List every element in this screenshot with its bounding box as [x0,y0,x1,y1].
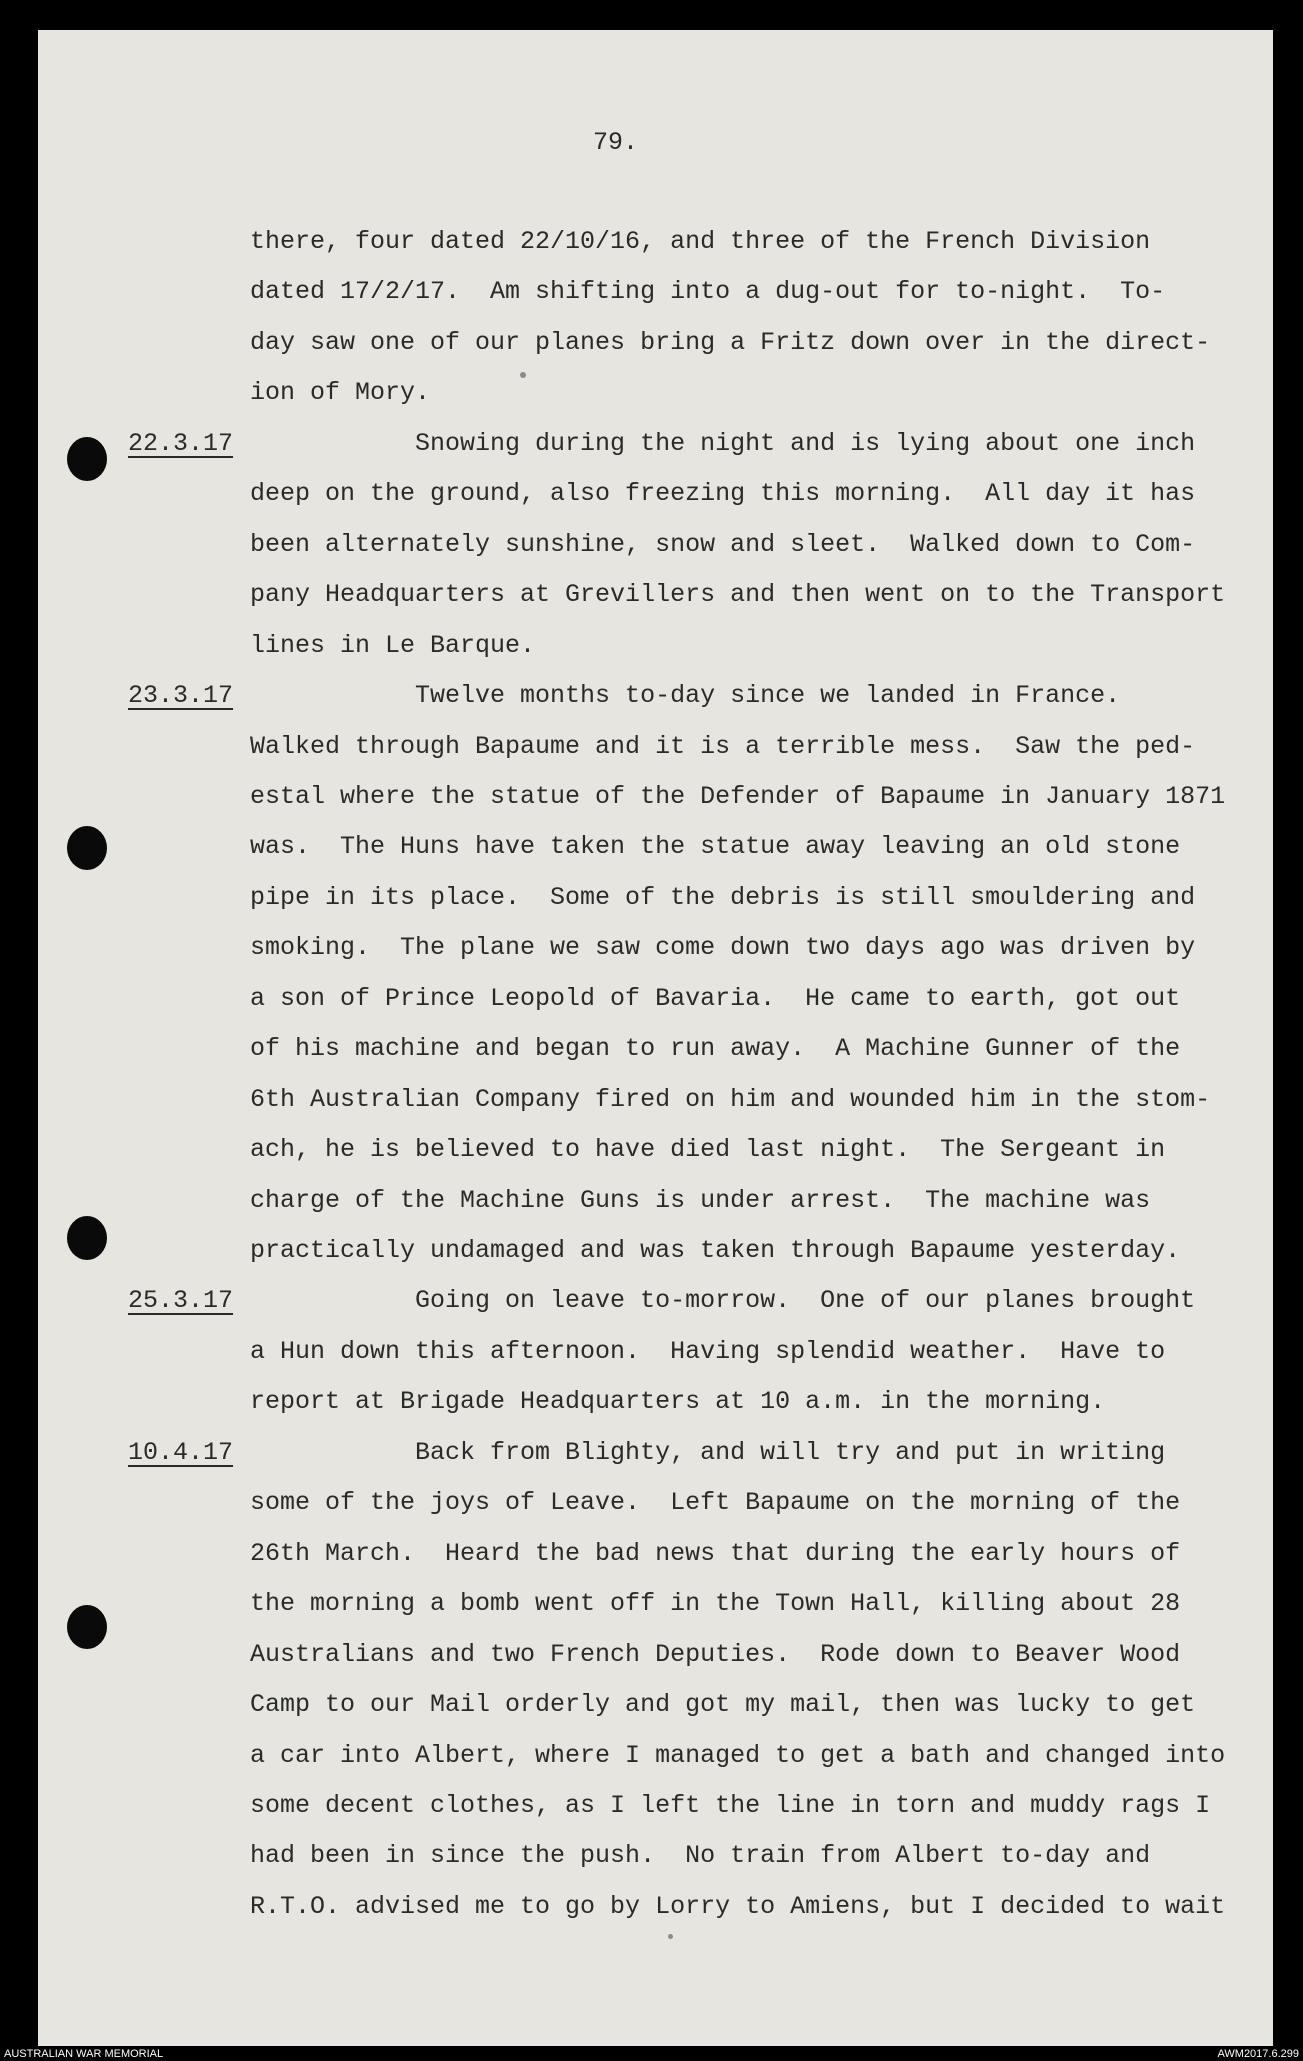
entry-date: 23.3.17 [128,681,234,711]
entry-text-line: R.T.O. advised me to go by Lorry to Amiens, but I decided to wait [250,1891,1226,1921]
entry-text-line: the morning a bomb went off in the Town Hall, killing about 28 [250,1589,1181,1619]
entry-text-line: been alternately sunshine, snow and sleet. Walked down to Com- [250,529,1196,559]
paper-speck [668,1934,673,1939]
entry-text-line: had been in since the push. No train from Albert to-day and [250,1841,1151,1871]
entry-text-line: Back from Blighty, and will try and put in writing [250,1437,1166,1467]
punch-hole [67,1605,107,1649]
entry-text-line: a Hun down this afternoon. Having splendid weather. Have to [250,1336,1166,1366]
entry-text-line: a car into Albert, where I managed to get a bath and changed into [250,1740,1226,1770]
entry-text-line: Snowing during the night and is lying about one inch [250,428,1196,458]
entry-text-line: 26th March. Heard the bad news that during the early hours of [250,1538,1181,1568]
entry-date: 22.3.17 [128,428,234,458]
page-number: 79. [593,128,639,157]
entry-text-line: Camp to our Mail orderly and got my mail, then was lucky to get [250,1690,1196,1720]
entry-text-line: some of the joys of Leave. Left Bapaume on the morning of the [250,1488,1181,1518]
punch-hole [67,1216,107,1260]
entry-text-line: there, four dated 22/10/16, and three of the French Division [250,227,1151,256]
entry-text-line: a son of Prince Leopold of Bavaria. He came to earth, got out [250,983,1181,1013]
entry-text-line: practically undamaged and was taken through Bapaume yesterday. [250,1236,1181,1265]
footer-reference: AWM2017.6.299 [1217,2048,1299,2060]
entry-text-line: ion of Mory. [250,378,431,408]
entry-text-line: Australians and two French Deputies. Rode down to Beaver Wood [250,1639,1181,1669]
entry-text-line: pany Headquarters at Grevillers and then went on to the Transport [250,580,1226,610]
entry-text-line: report at Brigade Headquarters at 10 a.m. in the morning. [250,1387,1106,1417]
entry-text-line: day saw one of our planes bring a Fritz down over in the direct- [250,327,1211,357]
entry-text-line: dated 17/2/17. Am shifting into a dug-out for to-night. To- [250,277,1166,307]
entry-text-line: estal where the statue of the Defender of Bapaume in January 1871 [250,781,1226,811]
entry-text-line: ach, he is believed to have died last night. The Sergeant in [250,1135,1166,1165]
entry-text-line: charge of the Machine Guns is under arrest. The machine was [250,1185,1151,1215]
entry-date: 25.3.17 [128,1286,234,1316]
entry-text-line: Twelve months to-day since we landed in France. [250,681,1121,711]
entry-text-line: Walked through Bapaume and it is a terrible mess. Saw the ped- [250,731,1196,761]
entry-text-line: some decent clothes, as I left the line in torn and muddy rags I [250,1790,1211,1820]
footer-institution: AUSTRALIAN WAR MEMORIAL [4,2048,164,2060]
entry-text-line: of his machine and began to run away. A Machine Gunner of the [250,1034,1181,1064]
punch-hole [67,826,107,870]
paper-speck [520,372,526,378]
entry-date: 10.4.17 [128,1437,234,1467]
entry-text-line: deep on the ground, also freezing this morning. All day it has [250,479,1196,509]
entry-text-line: lines in Le Barque. [250,630,536,660]
entry-text-line: Going on leave to-morrow. One of our planes brought [250,1286,1196,1316]
punch-hole [67,437,107,481]
entry-text-line: pipe in its place. Some of the debris is still smouldering and [250,882,1196,912]
entry-text-line: 6th Australian Company fired on him and wounded him in the stom- [250,1084,1211,1114]
entry-text-line: smoking. The plane we saw come down two days ago was driven by [250,933,1196,963]
entry-text-line: was. The Huns have taken the statue away leaving an old stone [250,832,1181,862]
